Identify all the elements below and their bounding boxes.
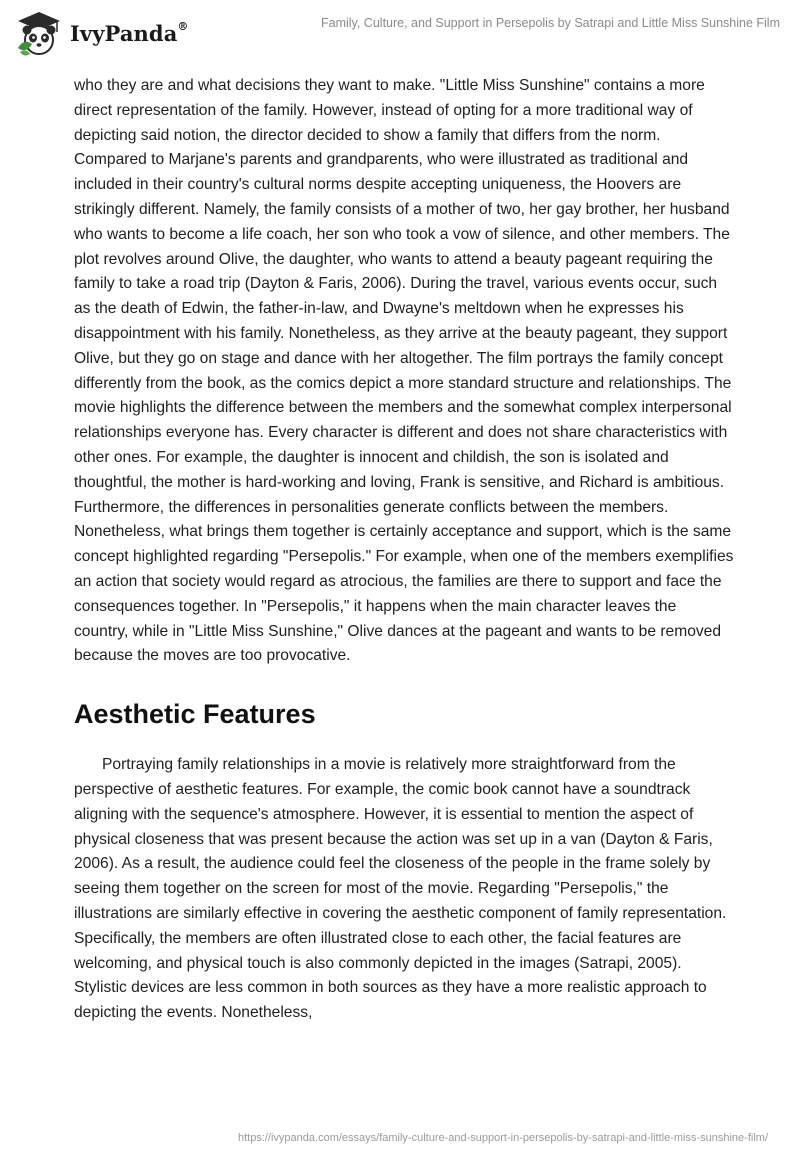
- source-url[interactable]: https://ivypanda.com/essays/family-culture-and-support-in-persepolis-by-satrapi-and-little-miss-sunshine-film/: [237, 1132, 768, 1144]
- ivypanda-logo[interactable]: [14, 8, 189, 58]
- body-paragraph: Portraying family relationships in a movie is relatively more straightforward from the perspective of aesthetic features. For example, the comic book cannot have a soundtrack aligning with the sequence's atmosphere. However, it is essential to mention the aspect of physical closeness that was present because the action was set up in a van (Dayton & Faris, 2006). As a result, the audience could feel the closeness of the people in the frame solely by seeing them together on the screen for most of the movie. Regarding "Persepolis," the illustrations are similarly effective in covering the aesthetic component of family representation. Specifically, the members are often illustrated close to each other, the facial features are welcoming, and physical touch is also commonly depicted in the images (Satrapi, 2005). Stylistic devices are less common in both sources as they have a more realistic approach to depicting the events. Nonetheless,: [74, 756, 727, 1022]
- section-heading: Aesthetic Features: [74, 699, 316, 730]
- logo-text: IvyPanda®: [70, 19, 189, 46]
- document-title: Family, Culture, and Support in Persepolis by Satrapi and Little Miss Sunshine Film: [320, 16, 780, 30]
- page-header: [0, 0, 800, 70]
- essay-content: [74, 74, 734, 1026]
- body-paragraph: who they are and what decisions they want to make. "Little Miss Sunshine" contains a more direct representation of the family. However, instead of opting for a more traditional way of depicting said notion, the director decided to show a family that differs from the norm. Compared to Marjane's parents and grandparents, who were illustrated as traditional and included in their country's cultural norms despite accepting uniqueness, the Hoovers are strikingly different. Namely, the family consists of a mother of two, her gay brother, her husband who wants to become a life coach, her son who took a vow of silence, and other members. The plot revolves around Olive, the daughter, who wants to attend a beauty pageant requiring the family to take a road trip (Dayton & Faris, 2006). During the travel, various events occur, such as the death of Edwin, the father-in-law, and Dwayne's meltdown when he expresses his disappointment with his family. Nonetheless, as they arrive at the beauty pageant, they support Olive, but they go on stage and dance with her altogether. The film portrays the family concept differently from the book, as the comics depict a more standard structure and relationships. The movie highlights the difference between the members and the somewhat complex interpersonal relationships everyone has. Every character is different and does not share characteristics with other ones. For example, the daughter is innocent and childish, the son is isolated and thoughtful, the mother is hard-working and loving, Frank is sensitive, and Richard is ambitious. Furthermore, the differences in personalities generate conflicts between the members. Nonetheless, what brings them together is certainly acceptance and support, which is the same concept highlighted regarding "Persepolis." For example, when one of the members exemplifies an action that society would regard as atrocious, the families are there to support and face the consequences together. In "Persepolis," it happens when the main character leaves the country, while in "Little Miss Sunshine," Olive dances at the pageant and wants to be removed because the moves are too provocative.: [74, 77, 734, 665]
- graduation-cap-panda-icon: [14, 8, 64, 58]
